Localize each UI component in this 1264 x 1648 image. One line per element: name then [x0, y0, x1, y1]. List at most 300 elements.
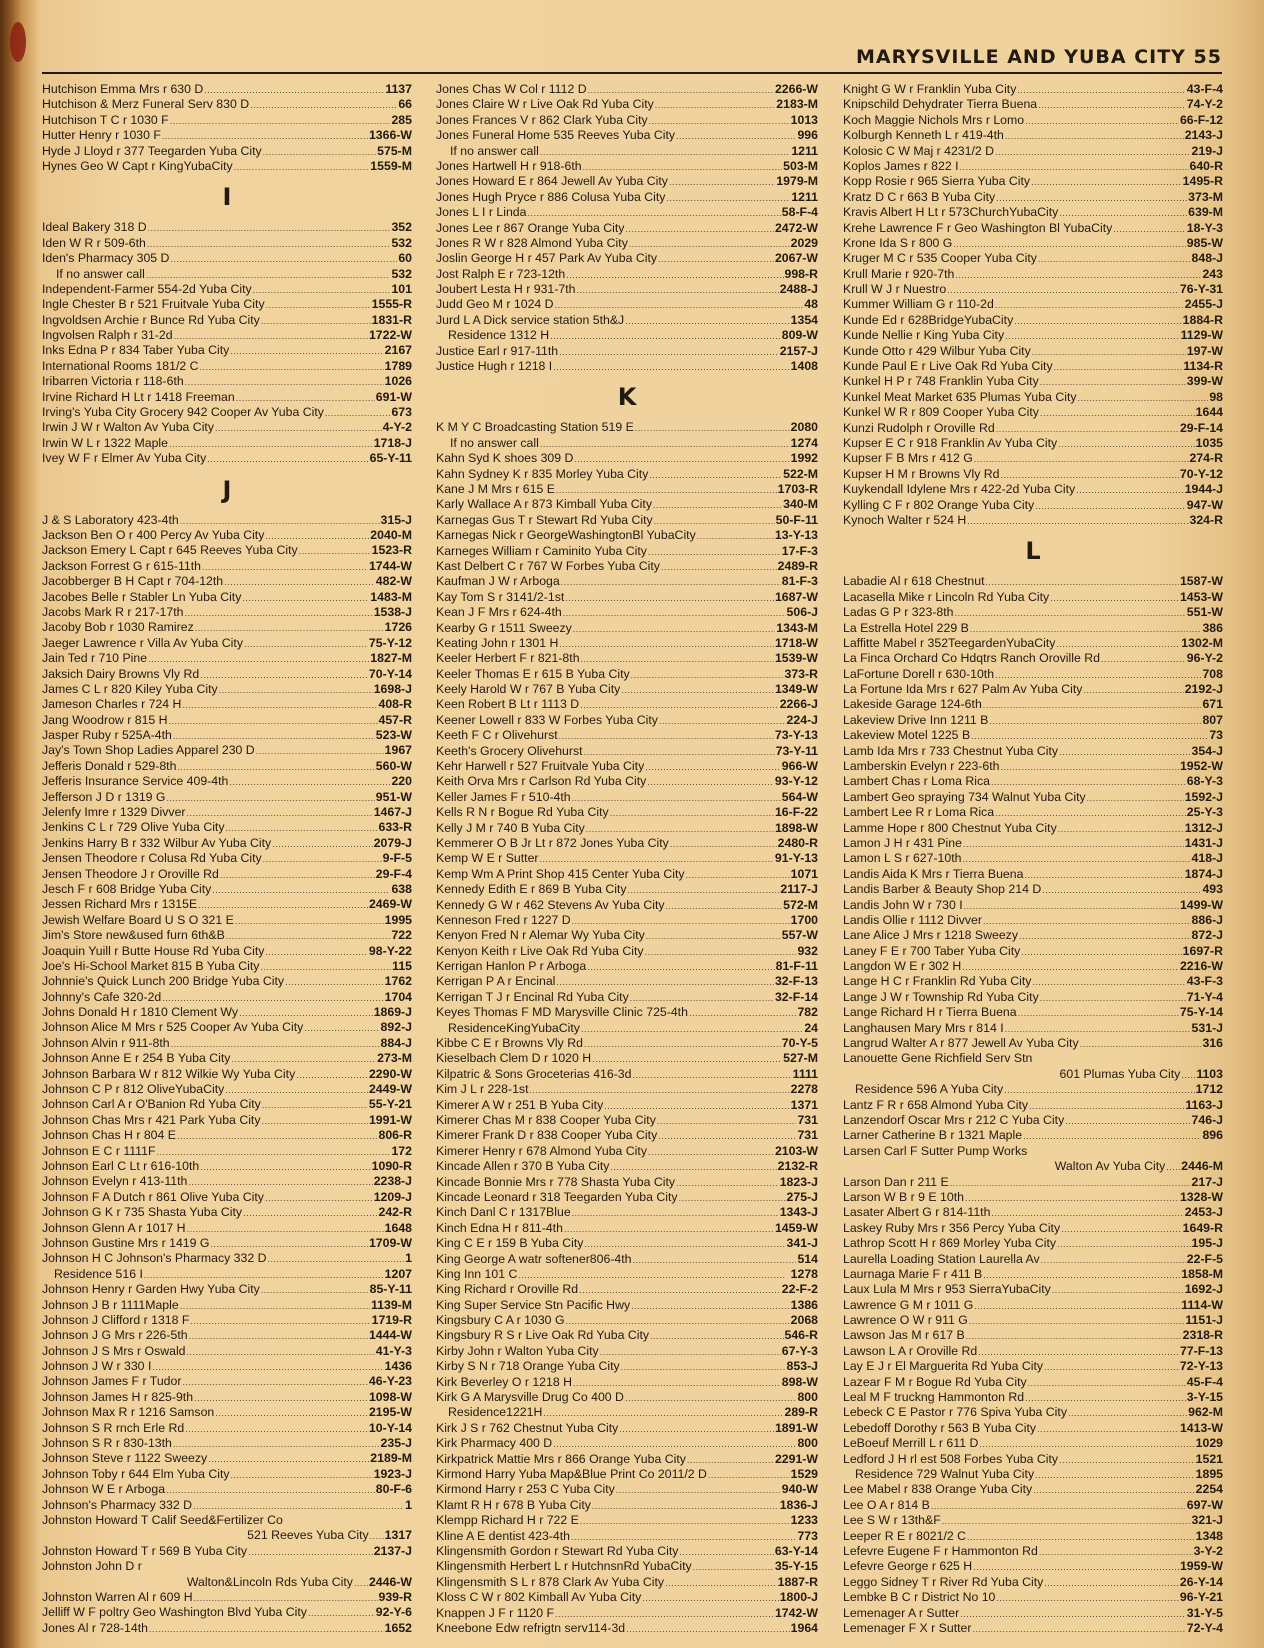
dot-leader [661, 559, 777, 574]
directory-entry [843, 436, 1223, 451]
phone-number: 2488-J [779, 282, 818, 297]
dot-leader [187, 805, 373, 820]
dot-leader [655, 97, 776, 112]
phone-number: 527-M [783, 1051, 818, 1066]
listing-name: If no answer call [450, 143, 539, 158]
dot-leader [1065, 1113, 1190, 1128]
listing-name: Justice Hugh r 1218 I [436, 359, 553, 374]
dot-leader [974, 451, 1189, 466]
dot-leader [262, 1113, 368, 1128]
phone-number: 1559-M [370, 158, 412, 173]
directory-entry [436, 159, 818, 174]
directory-entry [843, 1482, 1223, 1497]
phone-number: 1444-W [368, 1328, 412, 1343]
dot-leader [642, 1590, 778, 1605]
phone-number: 220 [391, 774, 412, 789]
phone-number: 2132-R [777, 1159, 818, 1174]
listing-name: Residence 596 A Yuba City [855, 1082, 1004, 1097]
directory-entry [42, 513, 412, 528]
directory-entry [42, 944, 412, 959]
dot-leader [185, 1421, 368, 1436]
phone-number: 75-Y-12 [368, 635, 412, 650]
listing-name: Lanzendorf Oscar Mrs r 212 C Yuba City [843, 1113, 1065, 1127]
dot-leader [215, 420, 382, 435]
directory-entry [843, 344, 1223, 359]
directory-entry [843, 1082, 1223, 1097]
phone-number: 2469-W [368, 897, 412, 912]
directory-entry [42, 805, 412, 820]
listing-name: Residence 516 I [54, 1266, 143, 1281]
directory-entry [843, 682, 1223, 697]
dot-leader [1038, 97, 1186, 112]
listing-name: Joe's Hi-School Market 815 B Yuba City [42, 958, 260, 973]
directory-entry [843, 1252, 1223, 1267]
dot-leader [573, 1375, 781, 1390]
dot-leader [242, 590, 369, 605]
phone-number: 341-J [786, 1236, 818, 1251]
phone-number: 43-F-4 [1186, 82, 1223, 96]
phone-number: 639-M [1188, 205, 1223, 220]
dot-leader [1025, 113, 1179, 128]
listing-name: Johnson S R r 830-13th [42, 1436, 172, 1451]
dot-leader [556, 974, 774, 989]
dot-leader [991, 774, 1186, 789]
directory-entry [436, 1375, 818, 1390]
directory-entry [42, 1097, 412, 1112]
dot-leader [955, 267, 1201, 282]
directory-entry [843, 1436, 1223, 1451]
dot-leader [931, 1498, 1186, 1513]
dot-leader [666, 898, 783, 913]
phone-number: 2290-W [368, 1066, 412, 1081]
dot-leader [263, 851, 382, 866]
directory-entry [42, 159, 412, 174]
phone-number: 503-M [783, 158, 818, 173]
phone-number: 2080 [790, 420, 818, 435]
dot-leader [299, 543, 371, 558]
phone-number: 557-W [781, 928, 818, 943]
dot-leader [967, 513, 1188, 528]
page-header [42, 44, 1222, 74]
listing-name: Laux Lula M Mrs r 953 SierraYubaCity [843, 1282, 1051, 1297]
directory-entry [42, 236, 412, 251]
listing-name: Lacasella Mike r Lincoln Rd Yuba City [843, 589, 1050, 604]
directory-entry [436, 590, 818, 605]
dot-leader [220, 867, 375, 882]
dot-leader [689, 1005, 797, 1020]
dot-leader [265, 1190, 373, 1205]
directory-entry [436, 1482, 818, 1497]
phone-number: 352 [391, 220, 412, 235]
phone-number: 1343-M [776, 620, 818, 635]
phone-number: 1964 [790, 1620, 818, 1635]
dot-leader [1050, 590, 1179, 605]
phone-number: 1718-W [774, 635, 818, 650]
listing-name: Karnegas Gus T r Stewart Rd Yuba City [436, 512, 653, 527]
dot-leader [177, 1128, 378, 1143]
phone-number: 2167 [384, 343, 412, 358]
directory-entry [436, 420, 818, 435]
listing-name: Jefferis Donald r 529-8th [42, 758, 177, 773]
listing-name: Jones R W r 828 Almond Yuba City [436, 235, 628, 250]
dot-leader [971, 728, 1208, 743]
phone-number: 1111 [792, 1066, 818, 1081]
listing-name: Kloss C W r 802 Kimball Av Yuba City [436, 1590, 642, 1605]
listing-name: Jacobes Belle r Stabler Ln Yuba City [42, 589, 242, 604]
dot-leader [686, 867, 790, 882]
directory-entry [42, 267, 412, 282]
directory-entry [42, 1513, 412, 1528]
directory-entry [42, 1221, 412, 1236]
phone-number: 1539-W [774, 651, 818, 666]
directory-entry [436, 544, 818, 559]
dot-leader [261, 313, 371, 328]
listing-name: King Super Service Stn Pacific Hwy [436, 1297, 631, 1312]
listing-name: Landis Barber & Beauty Shop 214 D [843, 882, 1042, 897]
listing-name: Keeler Thomas E r 615 B Yuba City [436, 666, 630, 681]
phone-number: 98-Y-22 [368, 943, 412, 958]
dot-leader [1021, 944, 1181, 959]
phone-number: 1789 [384, 358, 412, 373]
listing-name: Lee S W r 13th&F [843, 1513, 941, 1528]
phone-number: 1692-J [1184, 1282, 1223, 1297]
listing-name: J & S Laboratory 423-4th [42, 512, 179, 527]
directory-entry [42, 374, 412, 389]
listing-name: Labadie Al r 618 Chestnut [843, 574, 985, 589]
phone-number: 17-F-3 [781, 543, 818, 558]
dot-leader [658, 251, 774, 266]
phone-number: 2195-W [368, 1405, 412, 1420]
listing-name: Johnson G K r 735 Shasta Yuba City [42, 1205, 243, 1220]
listing-name: Johnson Max R r 1216 Samson [42, 1405, 215, 1420]
listing-name: Lane Alice J Mrs r 1218 Sweezy [843, 928, 1018, 943]
dot-leader [1056, 636, 1180, 651]
phone-number: 46-Y-23 [368, 1374, 412, 1389]
listing-name: Jensen Theodore r Colusa Rd Yuba City [42, 851, 262, 866]
phone-number: 354-J [1191, 743, 1223, 758]
dot-leader [212, 882, 390, 897]
dot-leader [243, 1205, 377, 1220]
directory-entry [436, 559, 818, 574]
phone-number: 1687-W [774, 589, 818, 604]
phone-number: 1858-M [1181, 1266, 1223, 1281]
phone-number: 66-F-12 [1179, 112, 1223, 127]
phone-number: 1436 [384, 1359, 412, 1374]
dot-leader [676, 1175, 779, 1190]
dot-leader [1005, 1021, 1191, 1036]
directory-entry [436, 636, 818, 651]
directory-entry [436, 1298, 818, 1313]
dot-leader [1035, 498, 1186, 513]
directory-entry [843, 1005, 1223, 1020]
listing-name: Lefevre George r 625 H [843, 1559, 973, 1574]
directory-entry [843, 713, 1223, 728]
dot-leader [540, 144, 790, 159]
listing-name: Klingensmith S L r 878 Clark Av Yuba City [436, 1574, 665, 1589]
directory-entry [436, 1128, 818, 1143]
phone-number: 1349-W [774, 682, 818, 697]
directory-entry [436, 1421, 818, 1436]
phone-number: 1995 [384, 912, 412, 927]
directory-entry [436, 1529, 818, 1544]
dot-leader [572, 790, 781, 805]
directory-entry [436, 1405, 818, 1420]
directory-entry [42, 897, 412, 912]
directory-entry [42, 528, 412, 543]
dot-leader [1042, 882, 1201, 897]
directory-entry [42, 543, 412, 558]
phone-number: 3-Y-2 [1193, 1543, 1223, 1558]
dot-leader [263, 144, 376, 159]
directory-entry [42, 636, 412, 651]
directory-entry [42, 667, 412, 682]
phone-number: 1090-R [371, 1159, 412, 1173]
phone-number: 9-F-5 [382, 851, 412, 866]
listing-name: La Fortune Ida Mrs r 627 Palm Av Yuba City [843, 682, 1083, 697]
dot-leader [202, 559, 368, 574]
phone-number: 76-Y-31 [1179, 282, 1223, 297]
phone-number: 2040-M [370, 527, 412, 542]
dot-leader [1005, 328, 1180, 343]
dot-leader [995, 297, 1184, 312]
listing-name: Kirby John r Walton Yuba City [436, 1343, 599, 1358]
dot-leader [1059, 205, 1187, 220]
listing-name: Leal M F truckng Hammonton Rd [843, 1390, 1025, 1405]
directory-entry [42, 405, 412, 420]
listing-name: Kirby S N r 718 Orange Yuba City [436, 1359, 620, 1374]
directory-entry [42, 682, 412, 697]
directory-entry [436, 1036, 818, 1051]
phone-number: 806-R [378, 1128, 412, 1143]
listing-name: Iribarren Victoria r 118-6th [42, 374, 184, 389]
directory-entry [42, 605, 412, 620]
phone-number: 195-J [1191, 1236, 1223, 1251]
directory-entry [843, 1421, 1223, 1436]
directory-entry [42, 697, 412, 712]
phone-number: 1134-R [1183, 359, 1223, 374]
directory-entry [42, 1482, 412, 1497]
directory-entry [843, 1282, 1223, 1297]
phone-number: 962-M [1188, 1405, 1223, 1420]
dot-leader [182, 1374, 367, 1389]
listing-name: Lamon J H r 431 Pine [843, 835, 962, 850]
phone-number: 45-F-4 [1186, 1374, 1223, 1389]
phone-number: 1836-J [779, 1497, 818, 1512]
listing-name: Johns Donald H r 1810 Clement Wy [42, 1005, 239, 1020]
listing-name: Landis Aida K Mrs r Tierra Buena [843, 866, 1024, 881]
phone-number: 572-M [783, 897, 818, 912]
phone-number: 2446-M [1181, 1159, 1223, 1174]
phone-number: 633-R [378, 820, 412, 835]
phone-number: 321-J [1191, 1513, 1223, 1528]
directory-entry [436, 1544, 818, 1559]
listing-name: Laurella Loading Station Laurella Av [843, 1251, 1040, 1266]
listing-name: Kirmond Harry Yuba Map&Blue Print Co 2011/2 D [436, 1466, 707, 1481]
listing-name: Kinch Edna H r 811-4th [436, 1220, 563, 1235]
dot-leader [210, 1236, 367, 1251]
phone-number: 800 [797, 1390, 818, 1405]
dot-leader [566, 1313, 790, 1328]
dot-leader [162, 128, 368, 143]
dot-leader [170, 251, 397, 266]
listing-name: Johnson Evelyn r 413-11th [42, 1174, 188, 1189]
directory-entry [843, 1067, 1223, 1082]
listing-name: Ivey W F r Elmer Av Yuba City [42, 451, 207, 466]
listing-name: Jefferson J D r 1319 G [42, 789, 166, 804]
directory-entry [843, 467, 1223, 482]
directory-entry [843, 405, 1223, 420]
phone-number: 1211 [791, 143, 818, 158]
dot-leader [632, 1067, 791, 1082]
directory-entry [843, 851, 1223, 866]
phone-number: 373-R [784, 666, 818, 681]
listing-name: Iden W R r 509-6th [42, 235, 146, 250]
listing-name: Johnson Alice M Mrs r 525 Cooper Av Yuba City [42, 1020, 304, 1035]
dot-leader [325, 405, 391, 420]
dot-leader [666, 190, 790, 205]
listing-name: Kahn Syd K shoes 309 D [436, 451, 574, 466]
dot-leader [965, 1190, 1179, 1205]
directory-entry [843, 451, 1223, 466]
listing-name: 521 Reeves Yuba City [247, 1528, 369, 1543]
dot-leader [187, 1221, 384, 1236]
phone-number: 1742-W [774, 1605, 818, 1620]
phone-number: 1722-W [368, 328, 412, 343]
phone-number: 31-Y-5 [1186, 1605, 1223, 1620]
dot-leader [553, 1436, 796, 1451]
dot-leader [979, 1436, 1194, 1451]
dot-leader [167, 790, 375, 805]
listing-name: Johnson James F r Tudor [42, 1374, 182, 1389]
listing-name: Jones L I r Linda [436, 205, 527, 220]
directory-entry [843, 1051, 1223, 1066]
directory-entry [436, 251, 818, 266]
phone-number: 853-J [786, 1359, 818, 1374]
directory-entry [843, 990, 1223, 1005]
directory-entry [436, 1498, 818, 1513]
phone-number: 60 [398, 251, 412, 266]
listing-name: Lakeview Drive Inn 1211 B [843, 712, 989, 727]
phone-number: 1719-R [371, 1312, 412, 1327]
listing-name: LaFortune Dorell r 630-10th [843, 666, 995, 681]
directory-entry [436, 836, 818, 851]
directory-entry [42, 913, 412, 928]
listing-name: Johnson Carl A r O'Banion Rd Yuba City [42, 1097, 261, 1112]
phone-number: 66 [398, 97, 412, 112]
dot-leader [236, 390, 375, 405]
directory-entry [42, 359, 412, 374]
phone-number: 1592-J [1184, 789, 1223, 804]
listing-name: Keen Robert B Lt r 1113 D [436, 697, 580, 712]
dot-leader [1076, 482, 1184, 497]
directory-entry [843, 1313, 1223, 1328]
dot-leader [230, 343, 383, 358]
directory-entry [42, 1282, 412, 1297]
phone-number: 1979-M [776, 174, 818, 189]
listing-name: International Rooms 181/2 C [42, 358, 199, 373]
phone-number: 1103 [1196, 1066, 1223, 1081]
directory-column-2 [436, 82, 818, 1636]
listing-name: Lay E J r El Marguerita Rd Yuba City [843, 1359, 1044, 1374]
directory-entry [843, 1221, 1223, 1236]
directory-entry [436, 867, 818, 882]
listing-name: Kylling C F r 802 Orange Yuba City [843, 497, 1035, 512]
phone-number: 1453-W [1179, 589, 1223, 604]
listing-name: Kenyon Keith r Live Oak Rd Yuba City [436, 943, 644, 958]
listing-name: Lawrence O W r 911 G [843, 1313, 968, 1328]
directory-entry [42, 959, 412, 974]
listing-name: Jim's Store new&used furn 6th&B [42, 928, 225, 943]
phone-number: 32-F-13 [774, 974, 818, 989]
phone-number: 1644 [1195, 405, 1223, 420]
phone-number: 65-Y-11 [369, 451, 412, 466]
directory-entry [843, 205, 1223, 220]
directory-entry [436, 1359, 818, 1374]
phone-number: 531-J [1191, 1020, 1223, 1035]
listing-name: Jaeger Lawrence r Villa Av Yuba City [42, 635, 243, 650]
dot-leader [169, 713, 378, 728]
directory-entry [436, 528, 818, 543]
directory-entry [843, 605, 1223, 620]
listing-name: Ideal Bakery 318 D [42, 220, 147, 235]
listing-name: Kirk G A Marysville Drug Co 400 D [436, 1390, 624, 1405]
directory-entry [436, 1252, 818, 1267]
directory-entry [42, 113, 412, 128]
dot-leader [198, 897, 368, 912]
directory-entry [42, 1621, 412, 1636]
directory-entry [843, 144, 1223, 159]
section-letter: K [617, 383, 637, 412]
listing-name: Kane J M Mrs r 615 E [436, 481, 555, 496]
phone-number: 966-W [781, 759, 818, 774]
phone-number: 800 [797, 1436, 818, 1451]
phone-number: 1207 [384, 1266, 412, 1281]
listing-name: Jasper Ruby r 525A-4th [42, 728, 172, 743]
listing-name: Jameson Charles r 724 H [42, 697, 182, 712]
listing-name: Laffitte Mabel r 352TeegardenYubaCity [843, 635, 1056, 650]
listing-name: Larner Catherine B r 1321 Maple [843, 1128, 1023, 1143]
dot-leader [308, 1605, 375, 1620]
phone-number: 1163-J [1185, 1097, 1223, 1112]
listing-name: Klempp Richard H r 722 E [436, 1513, 579, 1528]
directory-entry [42, 1421, 412, 1436]
listing-name: Joubert Lesta H r 931-7th [436, 282, 576, 297]
directory-entry [42, 1344, 412, 1359]
phone-number: 1151-J [1185, 1313, 1223, 1328]
directory-entry [843, 590, 1223, 605]
listing-name: Jones Al r 728-14th [42, 1620, 148, 1635]
phone-number: 418-J [1191, 851, 1223, 866]
directory-entry [436, 451, 818, 466]
phone-number: 1869-J [373, 1005, 412, 1020]
directory-entry [42, 990, 412, 1005]
directory-entry [843, 621, 1223, 636]
phone-number: 81-F-11 [775, 959, 818, 974]
listing-name: Kunzi Rudolph r Oroville Rd [843, 420, 995, 435]
listing-name: ResidenceKingYubaCity [448, 1020, 580, 1035]
directory-entry [436, 1098, 818, 1113]
dot-leader [177, 759, 374, 774]
phone-number: 506-J [786, 605, 818, 620]
directory-entry [843, 898, 1223, 913]
dot-leader [193, 1498, 404, 1513]
listing-name: Lebedoff Dorothy r 563 B Yuba City [843, 1420, 1037, 1435]
phone-number: 1521 [1195, 1451, 1223, 1466]
listing-name: Keeler Herbert F r 821-8th [436, 651, 580, 666]
directory-entry [42, 559, 412, 574]
phone-number: 2157-J [779, 343, 818, 358]
listing-name: Ladas G P r 323-8th [843, 605, 954, 620]
